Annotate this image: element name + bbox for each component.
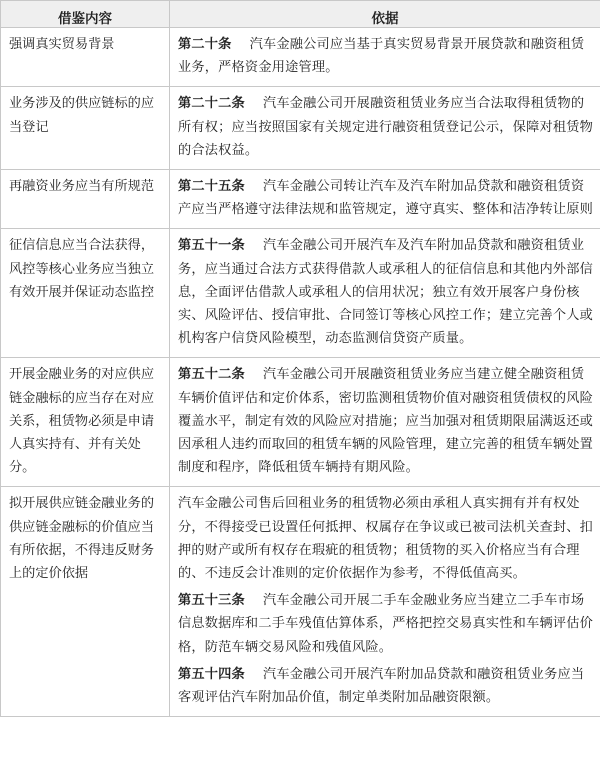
basis-cell <box>170 170 600 229</box>
header-basis: 依据 <box>170 1 600 28</box>
article-number: 第五十一条 <box>178 238 245 254</box>
content-cell: 业务涉及的供应链标的应当登记 <box>1 87 170 170</box>
article-text: 汽车金融公司开展汽车及汽车附加品贷款和融资租赁业务，应当通过合法方式获得借款人或承租人的征信信息和其他内外部信息，全面评估借款人或承租人的信用状况；独立有效开展客户身份核实、风险评估、授信审批、合同签订等核心风控工作；建立完善个人或机构客户信贷风险模型，动态监测信贷资产质量。 <box>178 238 594 347</box>
article-text: 汽车金融公司开展二手车金融业务应当建立二手车市场信息数据库和二手车残值估算体系，严格把控交易真实性和车辆评估价格，防范车辆交易风险和残值风险。 <box>178 593 594 655</box>
basis-paragraph <box>178 234 593 350</box>
basis-paragraph <box>178 92 593 162</box>
table-row <box>1 170 600 229</box>
article-text: 汽车金融公司开展融资租赁业务应当建立健全融资租赁车辆价值评估和定价体系，密切监测租赁物价值对融资租赁债权的风险覆盖水平，制定有效的风险应对措施；应当加强对租赁期限届满返还或因承租人违约而取回的租赁车辆的风险管理，建立完善的租赁车辆处置制度和程序，降低租赁车辆持有期风险。 <box>178 367 594 476</box>
basis-cell <box>170 487 600 717</box>
article-text: 汽车金融公司售后回租业务的租赁物必须由承租人真实拥有并有权处分，不得接受已设置任何抵押、权属存在争议或已被司法机关查封、扣押的财产或所有权存在瑕疵的租赁物；租赁物的买入价格应当有合理的、不违反会计准则的定价依据作为参考，不得低值高买。 <box>178 496 594 582</box>
basis-paragraph <box>178 492 593 585</box>
article-number: 第二十条 <box>178 37 232 52</box>
article-text: 汽车金融公司开展汽车附加品贷款和融资租赁业务应当客观评估汽车附加品价值，制定单类附加品融资限额。 <box>178 666 585 706</box>
table-row <box>1 28 600 87</box>
basis-paragraph <box>178 175 593 221</box>
table-row <box>1 487 600 717</box>
content-cell: 拟开展供应链金融业务的供应链金融标的价值应当有所依据，不得违反财务上的定价依据 <box>1 487 170 717</box>
basis-paragraph <box>178 663 593 709</box>
article-text: 汽车金融公司应当基于真实贸易背景开展贷款和融资租赁业务，严格资金用途管理。 <box>178 37 585 76</box>
content-cell: 征信信息应当合法获得，风控等核心业务应当独立有效开展并保证动态监控 <box>1 229 170 358</box>
header-row <box>1 1 600 28</box>
article-text: 汽车金融公司转让汽车及汽车附加品贷款和融资租赁资产应当严格遵守法律法规和监管规定，遵守真实、整体和洁净转让原则 <box>178 179 594 218</box>
article-number: 第五十二条 <box>178 367 245 383</box>
article-number: 第二十二条 <box>178 96 245 112</box>
table-row <box>1 358 600 487</box>
basis-cell <box>170 229 600 358</box>
article-number: 第二十五条 <box>178 179 245 195</box>
basis-cell <box>170 358 600 487</box>
content-cell: 强调真实贸易背景 <box>1 28 170 87</box>
article-number: 第五十四条 <box>178 666 245 682</box>
basis-paragraph <box>178 589 593 659</box>
table-row <box>1 229 600 358</box>
basis-cell <box>170 28 600 87</box>
table-row <box>1 87 600 170</box>
basis-paragraph <box>178 363 593 479</box>
header-content: 借鉴内容 <box>1 1 170 28</box>
basis-cell <box>170 87 600 170</box>
content-cell: 开展金融业务的对应供应链金融标的应当存在对应关系，租赁物必须是申请人真实持有、并有关处分。 <box>1 358 170 487</box>
article-text: 汽车金融公司开展融资租赁业务应当合法取得租赁物的所有权；应当按照国家有关规定进行融资租赁登记公示，保障对租赁物的合法权益。 <box>178 96 594 158</box>
article-number: 第五十三条 <box>178 593 245 609</box>
content-cell: 再融资业务应当有所规范 <box>1 170 170 229</box>
basis-paragraph <box>178 33 593 79</box>
